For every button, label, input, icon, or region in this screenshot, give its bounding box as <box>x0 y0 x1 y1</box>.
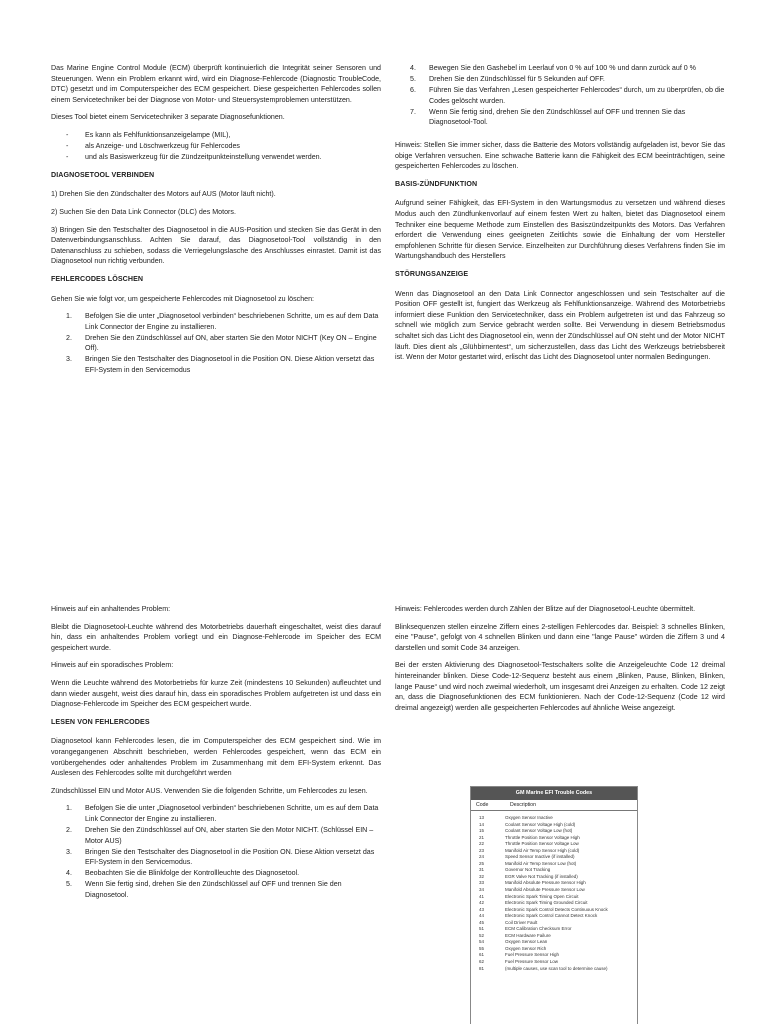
code-cell: 45 <box>479 919 485 925</box>
code-cell: 52 <box>479 932 485 938</box>
column-header-description: Description <box>510 802 536 808</box>
list-item: 1. Befolgen Sie die unter „Diagnosetool verbinden“ beschriebenen Schritte, um es auf dem Data Link Connector der Engine zu installieren. <box>66 312 379 331</box>
heading-sporadic-problem: Hinweis auf ein sporadisches Problem: <box>51 661 174 670</box>
read-intro-paragraph: Zündschlüssel EIN und Motor AUS. Verwenden Sie die folgenden Schritte, um Fehlercodes zu lesen. <box>51 786 368 795</box>
description-cell: Throttle Position Sensor Voltage Low <box>505 841 579 847</box>
description-cell: (multiple causes, use scan tool to determine cause) <box>505 965 608 971</box>
list-item: 7. Wenn Sie fertig sind, drehen Sie den Zündschlüssel auf OFF und trennen Sie das Diagnosetool-Tool. <box>410 107 686 127</box>
code-cell: 54 <box>479 939 485 945</box>
code-cell: 15 <box>479 828 485 834</box>
description-cell: Coolant Sensor Voltage High (cold) <box>505 821 576 827</box>
description-cell: Manifold Absolute Pressure Sensor Low <box>505 887 585 893</box>
list-item: 3. Bringen Sie den Testschalter des Diagnosetool in die Position ON. Diese Aktion versetzt das EFI-System in den Servicemodus <box>66 355 375 375</box>
read-steps-list <box>51 803 381 900</box>
heading-read-codes: LESEN VON FEHLERCODES <box>51 717 150 726</box>
clear-steps-continued-list <box>395 63 725 128</box>
persistent-paragraph: Bleibt die Diagnosetool-Leuchte während des Motorbetriebs dauerhaft eingeschaltet, weist dies darauf hin, dass ein anhaltendes Problem vorliegt und ein Diagnose-Fehlercode im Speicher des ECM gespeichert wurde. <box>51 622 381 652</box>
code12-paragraph: Bei der ersten Aktivierung des Diagnosetool-Testschalters sollte die Anzeigeleuchte Code 12 dreimal hintereinander blinken. Diese Code-12-Sequenz besteht aus einem „Blinken, Pause, Blinken, Blinken, lange Pause“ und wird noch zweimal wiederholt, um insgesamt drei Anzeigen zu erhalten. Code 12 zeigt an, dass die Diagnosefunktionen des ECM funktionieren. Nach der Code-12-Sequenz (Code 12 wird dreimal angezeigt) werden alle gespeicherten Fehlercodes auf ähnliche Weise angezeigt. <box>395 661 725 712</box>
page2-left-column <box>51 604 381 908</box>
code-cell: 32 <box>479 873 485 879</box>
code-cell: 21 <box>479 834 485 840</box>
list-item: 1. Befolgen Sie die unter „Diagnosetool verbinden“ beschriebenen Schritte, um es auf dem Data Link Connector der Engine zu installieren. <box>66 804 379 823</box>
description-cell: Manifold Absolute Pressure Sensor High <box>505 880 586 886</box>
description-cell: Electronic Spark Control Cannot Detect Knock <box>505 913 598 919</box>
list-item: 6. Führen Sie das Verfahren „Lesen gespeicherter Fehlercodes“ durch, um zu überprüfen, ob die Codes gelöscht wurden. <box>410 86 725 105</box>
fault-paragraph: Wenn das Diagnosetool an den Data Link Connector angeschlossen und sein Testschalter auf die Position OFF gestellt ist, fungiert das Werkzeug als Fehlfunktionsanzeige. Während des Motorbetriebs informiert diese Funktion den Servicetechniker, dass ein Problem aufgetreten ist und das Fahrzeug so schnell wie möglich zum Service gebracht werden sollte. Bei Verwendung in diesem Betriebsmodus schaltet sich das Licht des Diagnosetool ein, wenn der Zündschlüssel auf ON steht und der Motor NICHT läuft. Dies dient als „Glühbirnentest“, um sicherzustellen, dass das Licht des Werkzeugs betriebsbereit ist. Wenn der Motor gestartet wird, erlischt das Licht des Diagnosetool unter normalen Bedingungen. <box>395 289 725 362</box>
page1-left-column <box>51 63 381 383</box>
list-item: 3. Bringen Sie den Testschalter des Diagnosetool in die Position ON. Diese Aktion versetzt das EFI-System in den Servicemodus. <box>66 847 375 867</box>
heading-persistent-problem: Hinweis auf ein anhaltendes Problem: <box>51 605 171 613</box>
intro-paragraph: Das Marine Engine Control Module (ECM) überprüft kontinuierlich die Integrität seiner Sensoren und Steuerungen. Wenn ein Problem erkannt wird, wird ein Diagnose-Fehlercode (Diagnostic TroubleCode, DTC) gesetzt und im Computerspeicher des ECM gespeichert. Diese gespeicherten Fehlercodes sollen einem Servicetechniker bei der Diagnose von Motor- und Steuersystemproblemen unterstützen. <box>51 64 381 104</box>
code-cell: 13 <box>479 815 485 820</box>
code-cell: 31 <box>479 867 485 873</box>
description-cell: Coil Driver Fault <box>505 919 538 925</box>
description-cell: Oxygen Sensor Lean <box>505 939 548 945</box>
column-header-code: Code <box>476 802 489 808</box>
connect-step: 1) Drehen Sie den Zündschalter des Motors auf AUS (Motor läuft nicht). <box>51 190 276 199</box>
code-cell: 14 <box>479 821 485 827</box>
code-cell: 33 <box>479 880 485 886</box>
list-item: 4. Beobachten Sie die Blinkfolge der Kontrollleuchte des Diagnosetool. <box>66 869 300 878</box>
description-cell: Electronic Spark Timing Grounded Circuit <box>505 900 588 906</box>
code-cell: 61 <box>479 952 485 958</box>
list-item: 5. Drehen Sie den Zündschlüssel für 5 Sekunden auf OFF. <box>410 75 605 84</box>
description-cell: ECM Hardware Failure <box>505 932 551 938</box>
page1-right-column <box>395 63 725 370</box>
code-cell: 43 <box>479 906 485 912</box>
page2-right-column <box>395 604 725 720</box>
heading-fault-indicator: STÖRUNGSANZEIGE <box>395 270 469 278</box>
code-cell: 24 <box>479 854 485 860</box>
description-cell: Manifold Air Temp Sensor Low (hot) <box>505 860 577 866</box>
list-item: 4. Bewegen Sie den Gashebel im Leerlauf von 0 % auf 100 % und dann zurück auf 0 % <box>410 64 696 72</box>
code-cell: 25 <box>479 860 485 866</box>
description-cell: Electronic Spark Control Detects Continuous Knock <box>505 906 608 912</box>
description-cell: Fuel Pressure Sensor High <box>505 952 560 958</box>
list-item: - Es kann als Fehlfunktionsanzeigelampe (MIL), <box>66 130 231 139</box>
list-item: - als Anzeige- und Löschwerkzeug für Fehlercodes <box>66 142 240 151</box>
clear-steps-list <box>51 311 381 376</box>
read-paragraph: Diagnosetool kann Fehlercodes lesen, die im Computerspeicher des ECM gespeichert sind. Wie im vorangegangenen Abschnitt beschrieben, werden Fehlercodes gespeichert, wenn das ECM ein vorübergehendes oder anhaltendes Problem im Zusammenhang mit dem EFI-System erkennt. Das Auslesen des Fehlercodes sollte mit durchgeführt werden <box>51 737 381 778</box>
document-page-2 <box>0 512 768 1024</box>
heading-clear-codes: FEHLERCODES LÖSCHEN <box>51 274 144 283</box>
code-cell: 51 <box>479 926 485 932</box>
trouble-codes-table <box>470 786 638 1024</box>
tool-intro-paragraph: Dieses Tool bietet einem Servicetechniker 3 separate Diagnosefunktionen. <box>51 113 285 122</box>
connect-step: 3) Bringen Sie den Testschalter des Diagnosetool in die AUS-Position und stecken Sie das Gerät in den Datenverbindungsanschluss. Achten Sie darauf, das Diagnosetool-Tool vollständig in den Datenanschluss zu schieben, sodass die Verriegelungslasche des Anschlusses einrastet. Damit ist das Diagnosetool nun richtig verbunden. <box>51 225 381 266</box>
description-cell: Governor Not Tracking <box>505 867 551 873</box>
table-row <box>471 966 637 973</box>
heading-basis-ignition: BASIS-ZÜNDFUNKTION <box>395 179 478 188</box>
description-cell: EGR Valve Not Tracking (if installed) <box>505 873 578 879</box>
list-item: 2. Drehen Sie den Zündschlüssel auf ON, aber starten Sie den Motor NICHT. (Schlüssel EIN – Motor AUS) <box>66 826 374 845</box>
clear-intro-paragraph: Gehen Sie wie folgt vor, um gespeicherte Fehlercodes mit Diagnosetool zu löschen: <box>51 294 315 303</box>
description-cell: ECM Calibration Checksum Error <box>505 926 572 932</box>
table-body <box>471 811 637 972</box>
code-cell: 22 <box>479 841 485 847</box>
functions-list <box>51 130 381 163</box>
list-item: 5. Wenn Sie fertig sind, drehen Sie den Zündschlüssel auf OFF und trennen Sie den Diagnosetool. <box>66 880 342 900</box>
code-cell: 44 <box>479 913 485 919</box>
list-item: - und als Basiswerkzeug für die Zündzeitpunkteinstellung verwendet werden. <box>66 153 322 162</box>
code-cell: 55 <box>479 945 485 951</box>
blink-sequence-paragraph: Blinksequenzen stellen einzelne Ziffern eines 2-stelligen Fehlercodes dar. Beispiel: 3 schnelles Blinken, eine "Pause", gefolgt von 4 schnellen Blinken und dann eine "lange Pause" würden die Ziffern 3 und 4 darstellen und somit Code 34 anzeigen. <box>395 622 725 652</box>
sporadic-paragraph: Wenn die Leuchte während des Motorbetriebs für kurze Zeit (mindestens 10 Sekunden) aufleuchtet und dann wieder ausgeht, weist dies darauf hin, dass ein sporadisches Problem aufgetreten ist und dass ein Diagnose-Fehlercode im Speicher des ECM gespeichert wurde. <box>51 678 381 709</box>
description-cell: Electronic Spark Timing Open Circuit <box>505 893 579 899</box>
connect-step: 2) Suchen Sie den Data Link Connector (DLC) des Motors. <box>51 207 236 216</box>
list-item: 2. Drehen Sie den Zündschlüssel auf ON, aber starten Sie den Motor NICHT (Key ON – Engine Off). <box>66 333 377 353</box>
heading-connect: DIAGNOSETOOL VERBINDEN <box>51 170 155 179</box>
battery-hint: Hinweis: Stellen Sie immer sicher, dass die Batterie des Motors vollständig aufgeladen ist, bevor Sie das obige Verfahren versuchen. Eine schwache Batterie kann die Fähigkeit des ECM beeinträchtigen, seine gespeicherten Fehlercodes zu löschen. <box>395 141 725 171</box>
description-cell: Manifold Air Temp Sensor High (cold) <box>505 847 580 853</box>
blink-hint: Hinweis: Fehlercodes werden durch Zählen der Blitze auf der Diagnosetool-Leuchte übermittelt. <box>395 605 696 613</box>
description-cell: Speed Sensor Inactive (if installed) <box>505 854 575 860</box>
table-header-row <box>471 800 637 811</box>
code-cell: 23 <box>479 847 485 853</box>
description-cell: Fuel Pressure Sensor Low <box>505 959 559 965</box>
description-cell: Oxygen Sensor Rich <box>505 945 547 951</box>
description-cell: Throttle Position Sensor Voltage High <box>505 834 580 840</box>
basis-paragraph: Aufgrund seiner Fähigkeit, das EFI-System in den Wartungsmodus zu versetzen und während dieses Modus auch den Zündfunkenvorlauf auf einem festen Wert zu halten, bietet das Diagnosetool einem Techniker eine bequeme Methode zum Einstellen des Basiszündzeitpunkts des Motors. Das Verfahren erfordert die Verwendung eines geeigneten Zeitlichts sowie die Einhaltung der vom Hersteller empfohlenen Schritte für diesen Service. Einzelheiten zur Durchführung dieses Verfahrens finden Sie im Wartungshandbuch des Herstellers <box>395 199 725 261</box>
code-cell: 42 <box>479 900 485 906</box>
table-title: GM Marine EFI Trouble Codes <box>471 787 637 800</box>
code-cell: 81 <box>479 965 485 971</box>
description-cell: Coolant Sensor Voltage Low (hot) <box>505 828 573 834</box>
code-cell: 41 <box>479 893 485 899</box>
code-cell: 34 <box>479 887 485 893</box>
code-cell: 62 <box>479 959 485 965</box>
description-cell: Oxygen Sensor Inactive <box>505 815 553 820</box>
